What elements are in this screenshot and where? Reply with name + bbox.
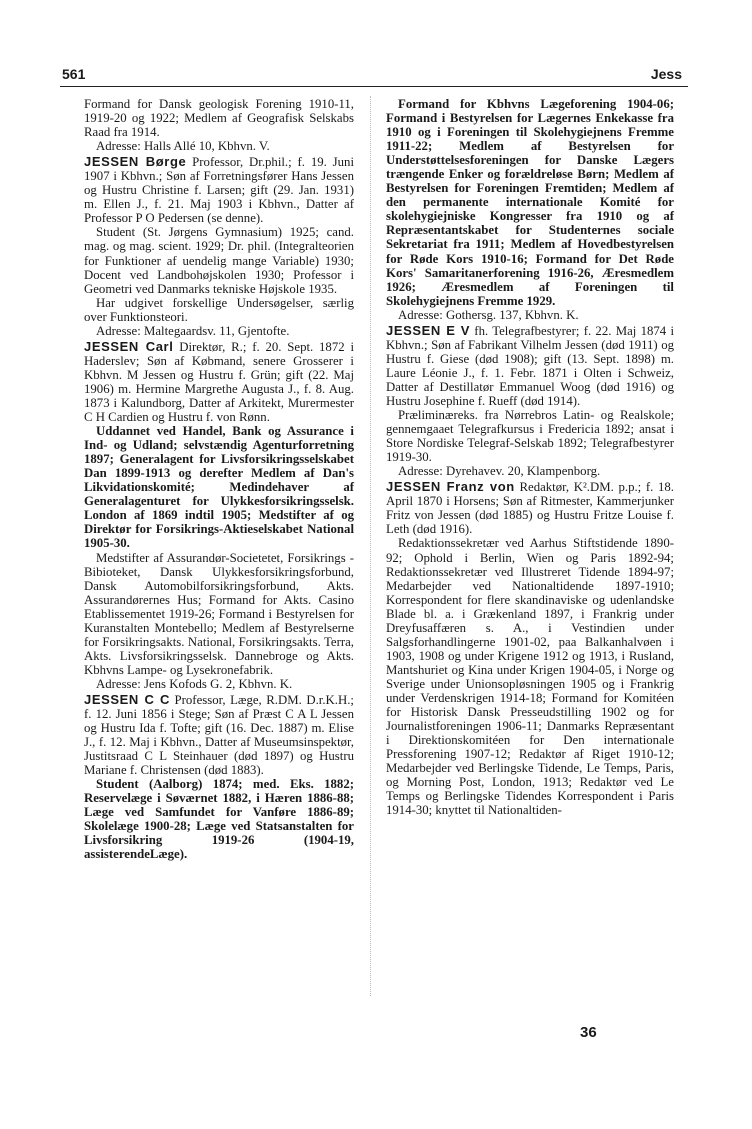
entry-text <box>84 155 354 225</box>
entry-text <box>84 693 354 777</box>
entry-name: JESSEN Børge <box>84 154 187 170</box>
entry-continued <box>386 97 674 322</box>
entry-jessen-e-v <box>386 324 674 479</box>
entry-text: Formand for Dansk geologisk Forening 1910-11, 1919-20 og 1922; Medlem af Geografisk Selskabs Raad fra 1914. <box>84 97 354 140</box>
entry-name: JESSEN E V <box>386 322 471 338</box>
entry-text: Medstifter af Assurandør-Societetet, Forsikrings - Bibioteket, Dansk Ulykkesforsikringsforbund, Dansk Automobilforsikringsforbund, Akts. Assurandørernes Hus; Formand for Akts. Casino Etablissementet 1919-26; Formand i Bestyrelsen for Kuranstalten Montebello; Medlem af Bestyrelserne for Forsikringsakts. National, Forsikringsakts. Terra, Akts. Livsforsikringsselsk. Dannebroge og Akts. Kbhvns Lampe- og Lysekronefabrik. <box>84 550 354 677</box>
catchword: 36 <box>580 1024 597 1041</box>
entry-text <box>386 480 674 536</box>
entry-text <box>386 324 674 408</box>
entry-jessen-franz-von <box>386 480 674 817</box>
entry-bio: Professor, Dr.phil.; f. 19. Juni 1907 i Kbhvn.; Søn af Forretningsfører Hans Jessen og Hustru Christine f. Larsen; gift (29. Jan. 1931) m. Ellen J., f. 21. Maj 1903 i Kbhvn., Datter af Professor P O Pedersen (se denne). <box>84 155 354 226</box>
entry-text <box>84 340 354 424</box>
entry-bio: Professor, Læge, R.DM. D.r.K.H.; f. 12. Juni 1856 i Stege; Søn af Præst C A L Jessen og Hustru Ida f. Tofte; gift (16. Dec. 1887) m. Elise J., f. 12. Maj i Kbhvn., Datter af Museumsinspektør, Justitsraad C L Steinhauer (død 1897) og Hustru Mariane f. Christensen (død 1883). <box>84 692 354 778</box>
column-divider <box>370 96 371 996</box>
entry-career: Student (Aalborg) 1874; med. Eks. 1882; Reservelæge i Søværnet 1882, i Hæren 1886-88; Læge ved Samfundet for Vanføre 1886-89; Skolelæge 1900-28; Læge ved Statsanstalten for Livsforsikring 1919-26 (1904-19, assisterendeLæge). <box>84 777 354 862</box>
header-rule <box>60 86 688 87</box>
entry-name: JESSEN Carl <box>84 338 174 354</box>
entry-jessen-carl <box>84 340 354 691</box>
entry-jessen-c-c <box>84 693 354 862</box>
entry-text: Student (St. Jørgens Gymnasium) 1925; cand. mag. og mag. scient. 1929; Dr. phil. (Integralteorien for Funktioner af uendelig mange Variable) 1930; Docent ved Landbohøjskolen 1930; Professor i Geometri ved Danmarks tekniske Højskole 1935. <box>84 225 354 296</box>
entry-jessen-borge <box>84 155 354 338</box>
entry-name: JESSEN C C <box>84 691 170 707</box>
entry-career: Uddannet ved Handel, Bank og Assurance i Ind- og Udland; selvstændig Agenturforretning 1897; Generalagent for Livsforsikringsselskabet Dan 1899-1913 og derefter Medlem af Dan's Likvidationskomité; Medindehaver af Generalagenturet for Ulykkesforsikringsselsk. London af 1869 indtil 1905; Medstifter af og Direktør for Forsikrings-Aktieselskabet National 1905-30. <box>84 424 354 551</box>
running-head: Jess <box>650 66 682 82</box>
entry-text: Præliminæreks. fra Nørrebros Latin- og Realskole; gennemgaaet Telegrafkursus i Fredericia 1892; ansat i Store Nordiske Telegraf-Selskab 1892; Telegrafbestyrer 1919-30. <box>386 408 674 465</box>
entry-text: Har udgivet forskellige Undersøgelser, særlig over Funktionsteori. <box>84 295 354 324</box>
entry-address: Adresse: Halls Allé 10, Kbhvn. V. <box>96 139 270 154</box>
page-number: 561 <box>62 66 86 82</box>
entry-career: Formand for Kbhvns Lægeforening 1904-06; Formand i Bestyrelsen for Lægernes Enkekasse fra 1910 og i Foreningen til Skolehygiejnens Fremme 1911-22; Medlem af Bestyrelsen for Understøttelsesforeningen for Danske Lægers trængende Enker og forældreløse Børn; Medlem af Bestyrelsen for Foreningen Fremtiden; Medlem af den permanente internationale Komité for skolehygiejniske Kongresser fra 1910 og af Repræsentantskabet for Studenternes sociale Sekretariat fra 1911; Medlem af Hovedbestyrelsen for Røde Kors 1910-16; Formand for Det Røde Kors' Samaritanerforening 1916-26, Æresmedlem 1926; Æresmedlem af Foreningen til Skolehygiejnens Fremme 1929. <box>386 97 674 308</box>
entry-address: Adresse: Gothersg. 137, Kbhvn. K. <box>398 307 579 322</box>
left-column <box>84 97 354 862</box>
entry-address: Adresse: Jens Kofods G. 2, Kbhvn. K. <box>96 676 293 691</box>
entry-bio: Direktør, R.; f. 20. Sept. 1872 i Haderslev; Søn af Købmand, senere Grosserer i Kbhvn. M Jessen og Hustru f. Grün; gift (22. Maj 1906) m. Hermine Margrethe Augusta J., f. 8. Aug. 1873 i Kalundborg, Datter af Arkitekt, Murermester C H Cardien og Hustru f. von Rønn. <box>84 339 354 425</box>
right-column <box>386 97 674 817</box>
entry-address: Adresse: Maltegaardsv. 11, Gjentofte. <box>96 323 290 338</box>
entry-name: JESSEN Franz von <box>386 479 515 495</box>
entry-address: Adresse: Dyrehavev. 20, Klampenborg. <box>398 464 601 479</box>
entry-bio: Redaktør, K².DM. p.p.; f. 18. April 1870 i Horsens; Søn af Ritmester, Kammerjunker Fritz von Jessen (død 1885) og Hustru Fritze Louise f. Leth (død 1916). <box>386 480 674 537</box>
entry-continued <box>84 97 354 153</box>
entry-text: Redaktionssekretær ved Aarhus Stiftstidende 1890-92; Ophold i Berlin, Wien og Paris 1892-94; Redaktionssekretær ved Illustreret Tidende 1894-97; Medarbejder ved Nationaltidende 1897-1910; Korrespondent for flere skandinaviske og udenlandske Blade bl. a. i Grækenland 1897, i Frankrig under Dreyfusaffæren s. A., i Vestindien under Salgsforhandlingerne 1901-02, paa Balkanhalvøen i 1903, 1908 og under Krigene 1912 og 1913, i Rusland, Mantshuriet og Kina under Krigen 1904-05, i Norge og Sverige under Unionsopløsningen 1905 og i Frankrig under Verdenskrigen 1914-18; Formand for Komitéen for Historisk Dansk Presseudstilling 1902 og for Journalistforeningen 1906-11; Danmarks Repræsentant i Direktionskomitéen for Den internationale Pressforening 1907-12; Redaktør af Riget 1910-12; Medarbejder ved Berlingske Tidende, Le Temps, Paris, og Morning Post, London, 1913; Redaktør ved Le Temps og Berlingske Tidendes Korrespondent i Paris 1914-30; knyttet til Nationaltiden- <box>386 536 674 818</box>
entry-bio: fh. Telegrafbestyrer; f. 22. Maj 1874 i Kbhvn.; Søn af Fabrikant Vilhelm Jessen (død 1911) og Hustru f. Giese (død 1908); gift (13. Sept. 1898) m. Laure Léonie J., f. 1. Febr. 1871 i Olten i Schweiz, Datter af Destillatør Emmanuel Woog (død 1916) og Hustru Josephine f. Rueff (død 1914). <box>386 323 675 408</box>
